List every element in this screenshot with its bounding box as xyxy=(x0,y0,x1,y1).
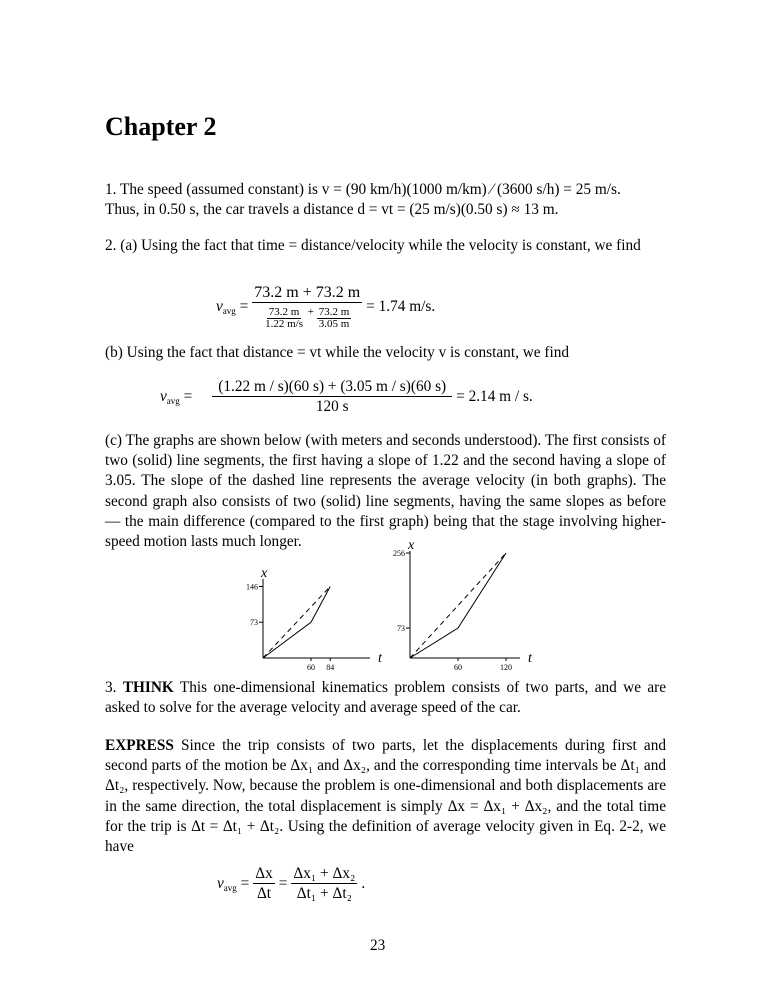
problem-2b: (b) Using the fact that distance = vt while the velocity v is constant, we find xyxy=(105,344,570,361)
equation-3-lhs: $v_{avg}$ = xyxy=(217,874,250,893)
equation-1-lhs: $v_{avg}$ = xyxy=(216,297,249,316)
y-tick-label: 146 xyxy=(246,582,258,592)
equation-1-rhs: = 1.74 m/s. xyxy=(366,297,436,315)
chapter-title: Chapter 2 xyxy=(105,112,217,141)
y-axis-label: x xyxy=(261,566,268,581)
equation-2-rhs: = 2.14 m / s. xyxy=(456,387,533,405)
equation-3: $v_{avg}$ = $\frac{\Delta x}{\Delta t}$ = $\frac{\text{Δx₁ + Δx₂}}{\text{Δt₁ + Δt₂}}$ . xyxy=(217,865,366,902)
x-tick-label: 84 xyxy=(326,663,335,672)
problem-1-line-2: Thus, in 0.50 s, the car travels a distance d = vt = (25 m/s)(0.50 s) ≈ 13 m. xyxy=(105,201,559,219)
problem-2c: (c) The graphs are shown below (with meters and seconds understood). The first consists of two (solid) line segments, the first having a slope of 1.22 and the second having a slope of 3.05. The slope of the dashed line represents the average velocity (in both graphs). The second graph also consists of two (solid) line segments, having the same slopes as before — the main difference (compared to the first graph) being that the stage involving higher-speed motion lasts much longer. xyxy=(105,432,666,551)
equation-1 xyxy=(216,283,435,330)
equation-1-fraction: 73.2 m + 73.2 m $\frac{73.2 m}{1.22 m/s}$ + $\frac{73.2 m}{3.05 m}$ xyxy=(254,284,361,330)
x-tick-label: 60 xyxy=(454,663,462,672)
equation-2-fraction: $\frac{(1.22 m / s)(60 s) + (3.05 m / s)(60 s)}{120 s}$ xyxy=(212,377,452,416)
equation-3-fraction-1: $\frac{\Delta x}{\Delta t}$ xyxy=(255,865,273,902)
x-tick-label: 120 xyxy=(500,663,512,672)
page-number: 23 xyxy=(370,937,386,954)
y-tick-label: 256 xyxy=(393,549,405,559)
x-axis-label: t xyxy=(378,651,382,666)
equation-3-fraction-2: $\frac{\text{Δx₁ + Δx₂}}{\text{Δt₁ + Δt₂}}$ xyxy=(293,865,356,902)
x-axis-label: t xyxy=(528,651,532,666)
problem-3-think: 3. THINK This one-dimensional kinematics problem consists of two parts, and we are asked to solve for the average velocity and average speed of the car. xyxy=(105,679,666,717)
problem-1 xyxy=(105,180,666,220)
position-time-graphs xyxy=(230,515,550,675)
dashed-average-line xyxy=(410,553,506,658)
problem-3-express: EXPRESS Since the trip consists of two parts, let the displacements during first and second parts of the motion be Δx₁ and Δx₂, and the corresponding time intervals be Δt₁ and Δt₂, respectively. Now, because the problem is one-dimensional and both displacements are in the same direction, the total displacement is simply Δx = Δx₁ + Δx₂, and the total time for the trip is Δt = Δt₁ + Δt₂. Using the definition of average velocity given in Eq. 2-2, we have xyxy=(105,737,666,856)
y-tick-label: 73 xyxy=(250,618,258,628)
y-axis-label: x xyxy=(408,538,415,553)
equation-2 xyxy=(160,377,533,416)
y-tick-label: 73 xyxy=(397,624,405,634)
problem-1-line-1: 1. The speed (assumed constant) is v = (90 km/h)(1000 m/km) ⁄ (3600 s/h) = 25 m/s. xyxy=(105,181,621,198)
dashed-average-line xyxy=(263,586,330,658)
equation-2-lhs: $v_{avg}$ = xyxy=(160,387,193,406)
problem-2a: 2. (a) Using the fact that time = distance/velocity while the velocity is constant, we find xyxy=(105,237,641,254)
x-tick-label: 60 xyxy=(307,663,315,672)
